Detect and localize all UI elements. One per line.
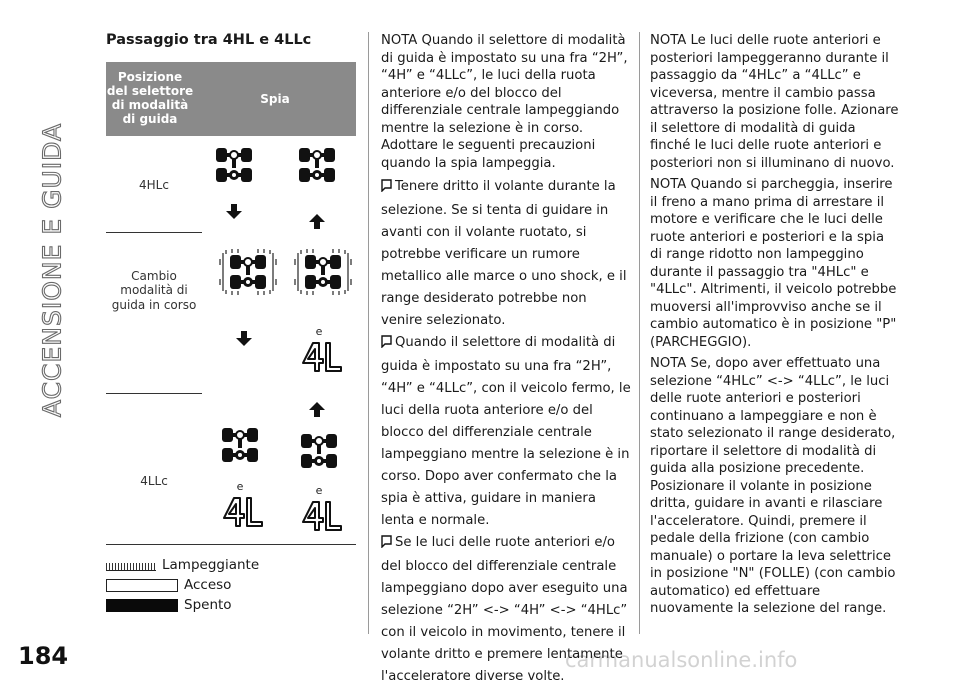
column-divider bbox=[368, 32, 369, 634]
legend-item bbox=[106, 595, 356, 615]
caution-item bbox=[381, 532, 631, 688]
indicator-cell bbox=[202, 394, 279, 544]
four-wheel-drive-blinking-icon bbox=[293, 247, 353, 297]
flag-icon bbox=[381, 178, 392, 200]
table-header bbox=[106, 62, 356, 136]
table-row bbox=[106, 394, 356, 544]
header-position: Posizione del selettore di modalità di guida bbox=[106, 70, 194, 126]
conjunction-text: e bbox=[315, 325, 323, 338]
page-number: 184 bbox=[18, 642, 69, 670]
conjunction-text: e bbox=[236, 480, 244, 493]
column-left bbox=[106, 32, 356, 615]
indicator-cell bbox=[279, 233, 356, 393]
legend bbox=[106, 555, 356, 615]
watermark: carmanualsonline.info bbox=[565, 648, 798, 672]
table-row bbox=[106, 136, 356, 232]
blinking-swatch bbox=[106, 563, 156, 571]
note-paragraph: NOTA Quando il selettore di modalità di guida è impostato su una fra “2H”, “4H” e “4LLc”, le luci della ruota anteriore e/o del blocco del differenziale centrale lampeggiando mentre la selezione è in corso. Adottare le seguenti precauzioni quando la spia lampeggia. bbox=[381, 33, 628, 171]
chapter-side-tab: ACCENSIONE E GUIDA bbox=[37, 122, 67, 418]
note-paragraph: NOTA Se, dopo aver effettuato una selezione “4HLc” <-> “4LLc”, le luci delle ruote anteriori e posteriori continuano a lampeggiare e non è stato selezionato il range desiderato, riportare il selettore di modalità di guida alla posizione precedente. Posizionare il volante in posizione dritta, guidare in avanti e rilasciare l'acceleratore. Quindi, premere il pedale della frizione (con cambio manuale) o portare la leva selettrice in posizione "N" (FOLLE) (con cambio automatico) ed effettuare nuovamente la selezione del range. bbox=[650, 356, 896, 616]
indicator-cell bbox=[279, 394, 356, 544]
column-right bbox=[650, 32, 900, 622]
caution-item bbox=[381, 332, 631, 532]
caution-item bbox=[381, 176, 631, 332]
indicator-cell bbox=[279, 136, 356, 232]
indicator-table bbox=[106, 62, 356, 545]
section-title: Passaggio tra 4HL e 4LLc bbox=[106, 32, 312, 48]
four-l-icon bbox=[222, 496, 264, 528]
header-indicator: Spia bbox=[260, 92, 290, 106]
arrow-down-icon bbox=[236, 331, 252, 346]
legend-label: Lampeggiante bbox=[162, 557, 260, 573]
arrow-down-icon bbox=[226, 204, 242, 219]
arrow-up-icon bbox=[309, 214, 325, 229]
caution-text: Quando il selettore di modalità di guida è impostato su una fra “2H”, “4H” e “4LLc”, con il veicolo fermo, le luci della ruota anteriore e/o del blocco del differenziale centrale lampeggiano mentre la selezione è in corso. Dopo aver confermato che la spia è attiva, guidare in maniera lenta e normale. bbox=[381, 335, 631, 528]
legend-label: Acceso bbox=[184, 577, 232, 593]
column-divider bbox=[639, 32, 640, 634]
four-wheel-drive-blinking-icon bbox=[218, 247, 278, 297]
four-l-icon bbox=[301, 341, 343, 373]
row-label: 4HLc bbox=[139, 178, 169, 192]
caution-text: Tenere dritto il volante durante la selezione. Se si tenta di guidare in avanti con il volante ruotato, si potrebbe verificare un rumore metallico alle marce o uno shock, e il range desiderato potrebbe non venire selezionato. bbox=[381, 179, 627, 328]
table-row bbox=[106, 233, 356, 393]
legend-item bbox=[106, 575, 356, 595]
note-paragraph: NOTA Quando si parcheggia, inserire il freno a mano prima di arrestare il motore e verificare che le luci delle ruote anteriori e posteriori e la spia di range ridotto non lampeggino durante il passaggio tra "4HLc" e "4LLc". Altrimenti, il veicolo potrebbe muoversi all'improvviso anche se il cambio automatico è in posizione "P" (PARCHEGGIO). bbox=[650, 177, 897, 350]
legend-label: Spento bbox=[184, 597, 232, 613]
four-wheel-drive-icon bbox=[216, 148, 252, 182]
flag-icon bbox=[381, 334, 392, 356]
conjunction-text: e bbox=[315, 484, 323, 497]
off-swatch bbox=[106, 599, 178, 612]
indicator-cell bbox=[202, 233, 279, 393]
flag-icon bbox=[381, 534, 392, 556]
four-wheel-drive-icon bbox=[299, 148, 335, 182]
row-label: Cambio modalità di guida in corso bbox=[111, 269, 197, 312]
on-swatch bbox=[106, 579, 178, 592]
note-paragraph: NOTA Le luci delle ruote anteriori e posteriori lampeggeranno durante il passaggio da “4HLc” a “4LLc” e viceversa, mentre il cambio passa attraverso la posizione folle. Azionare il selettore di modalità di guida finché le luci delle ruote anteriori e posteriori non si illuminano di nuovo. bbox=[650, 33, 899, 171]
legend-item bbox=[106, 555, 356, 575]
column-middle bbox=[381, 32, 631, 688]
four-wheel-drive-icon bbox=[301, 434, 337, 468]
row-label: 4LLc bbox=[140, 474, 168, 488]
caution-text: Se le luci delle ruote anteriori e/o del blocco del differenziale centrale lampeggiano dopo aver eseguito una selezione “2H” <-> “4H” <-> “4HLc” con il veicolo in movimento, tenere il volante dritto e premere lentamente l'acceleratore diverse volte. bbox=[381, 535, 628, 684]
table-bottom-rule bbox=[106, 544, 356, 545]
indicator-cell bbox=[202, 136, 279, 232]
four-wheel-drive-icon bbox=[222, 428, 258, 462]
arrow-up-icon bbox=[309, 402, 325, 417]
four-l-icon bbox=[301, 500, 343, 532]
